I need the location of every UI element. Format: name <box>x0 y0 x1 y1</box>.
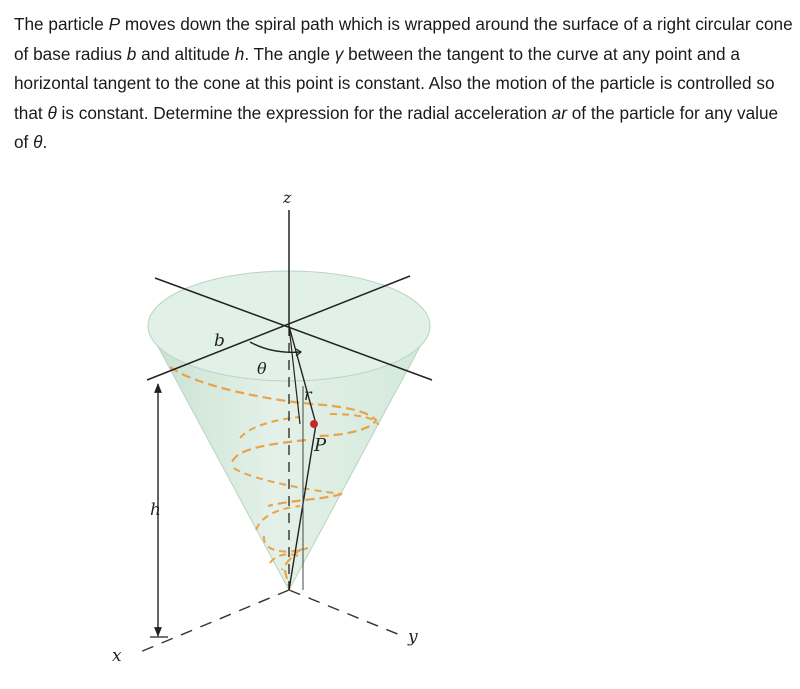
problem-text-4: . The angle <box>244 43 335 64</box>
altitude-symbol: h <box>234 43 245 64</box>
problem-text-6: is constant. Determine the expression for the radial acceleration <box>56 102 552 123</box>
theta-label: θ <box>257 359 267 378</box>
radius-symbol: b <box>126 43 137 64</box>
problem-text-1: The particle <box>14 14 109 34</box>
r-label: r <box>304 385 312 404</box>
problem-text-2: moves down the spiral path which is wrapped around the surface of a right circular cone of base radius <box>14 14 793 64</box>
x-label: x <box>112 646 122 666</box>
x-axis-dashed <box>140 590 289 652</box>
problem-text-8: . <box>42 132 48 152</box>
radial-accel-symbol: ar <box>551 102 567 123</box>
h-label: h <box>150 500 161 520</box>
theta-symbol: θ <box>47 102 57 123</box>
problem-text-7: of the particle for any value of <box>14 102 779 152</box>
y-label: y <box>408 627 418 647</box>
particle-symbol: P <box>108 14 121 34</box>
y-axis-dashed <box>289 590 405 637</box>
theta-symbol-2: θ <box>33 132 43 152</box>
problem-text-3: and altitude <box>136 43 235 64</box>
gamma-symbol: γ <box>334 43 344 64</box>
b-label: b <box>214 331 225 351</box>
p-label: P <box>314 435 327 456</box>
particle-p <box>310 420 318 428</box>
problem-text-5: between the tangent to the curve at any point and a horizontal tangent to the cone at this point is constant. Also the motion of the particle is controlled so that <box>14 43 775 123</box>
z-label: z <box>283 188 292 207</box>
